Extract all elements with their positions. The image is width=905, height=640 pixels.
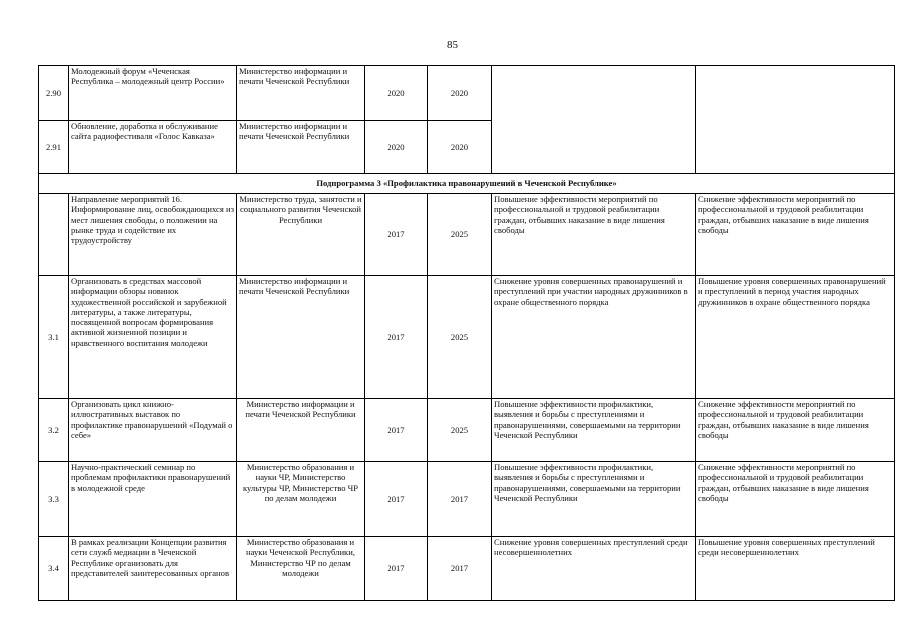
program-table	[38, 65, 895, 601]
executor-cell: Министерство информации и печати Чеченской Республики	[237, 276, 365, 399]
executor-cell: Министерство информации и печати Чеченской Республики	[237, 66, 365, 121]
start-year-cell: 2020	[365, 121, 428, 174]
consequence-cell: Снижение эффективности мероприятий по профессиональной и трудовой реабилитации граждан, отбывших наказание в виде лишения свободы	[696, 399, 895, 462]
end-year-cell: 2025	[428, 194, 492, 276]
event-cell: Организовать цикл книжно-иллюстративных выставок по профилактике правонарушений «Подумай о себе»	[69, 399, 237, 462]
executor-cell: Министерство труда, занятости и социального развития Чеченской Республики	[237, 194, 365, 276]
end-year-cell: 2020	[428, 121, 492, 174]
table-row-2-90	[39, 66, 895, 121]
row-number: 2.91	[39, 121, 69, 174]
executor-cell: Министерство образования и науки Чеченской Республики, Министерство ЧР по делам молодежи	[237, 537, 365, 601]
result-cell: Снижение уровня совершенных правонарушений и преступлений при участии народных дружинников в охране общественного порядка	[492, 276, 696, 399]
end-year-cell: 2017	[428, 462, 492, 537]
table-row-3-2	[39, 399, 895, 462]
section-row	[39, 174, 895, 194]
executor-cell: Министерство информации и печати Чеченской Республики	[237, 399, 365, 462]
end-year-cell: 2020	[428, 66, 492, 121]
row-number: 3.4	[39, 537, 69, 601]
consequence-cell: Повышение уровня совершенных преступлений среди несовершеннолетних	[696, 537, 895, 601]
start-year-cell: 2017	[365, 537, 428, 601]
row-number: 3.2	[39, 399, 69, 462]
row-number-empty	[39, 194, 69, 276]
table-row-3-1	[39, 276, 895, 399]
consequence-cell-empty	[696, 66, 895, 174]
row-number: 3.3	[39, 462, 69, 537]
consequence-cell: Повышение уровня совершенных правонарушений и преступлений в период участия народных дружинников в охране общественного порядка	[696, 276, 895, 399]
executor-cell: Министерство информации и печати Чеченской Республики	[237, 121, 365, 174]
start-year-cell: 2017	[365, 462, 428, 537]
start-year-cell: 2017	[365, 399, 428, 462]
row-number: 2.90	[39, 66, 69, 121]
result-cell: Повышение эффективности профилактики, выявления и борьбы с преступлениями и правонарушениями, совершаемыми на территории Чеченской Республики	[492, 399, 696, 462]
start-year-cell: 2017	[365, 276, 428, 399]
event-cell: Научно-практический семинар по проблемам профилактики правонарушений в молодежной среде	[69, 462, 237, 537]
end-year-cell: 2025	[428, 399, 492, 462]
result-cell: Повышение эффективности мероприятий по профессиональной и трудовой реабилитации граждан, отбывших наказание в виде лишения свободы	[492, 194, 696, 276]
table-row-direction	[39, 194, 895, 276]
result-cell-empty	[492, 66, 696, 174]
table-row-3-4	[39, 537, 895, 601]
row-number: 3.1	[39, 276, 69, 399]
event-cell: Направление мероприятий 16. Информирование лиц, освобождающихся из мест лишения свободы, о положении на рынке труда и содействие их трудоустройству	[69, 194, 237, 276]
consequence-cell: Снижение эффективности мероприятий по профессиональной и трудовой реабилитации граждан, отбывших наказание в виде лишения свободы	[696, 462, 895, 537]
consequence-cell: Снижение эффективности мероприятий по профессиональной и трудовой реабилитации граждан, отбывших наказание в виде лишения свободы	[696, 194, 895, 276]
result-cell: Повышение эффективности профилактики, выявления и борьбы с преступлениями и правонарушениями, совершаемыми на территории Чеченской Республики	[492, 462, 696, 537]
end-year-cell: 2017	[428, 537, 492, 601]
page-number: 85	[447, 39, 458, 51]
end-year-cell: 2025	[428, 276, 492, 399]
section-title: Подпрограмма 3 «Профилактика правонарушений в Чеченской Республике»	[39, 174, 895, 194]
table-row-3-3	[39, 462, 895, 537]
event-cell: В рамках реализации Концепции развития сети служб медиации в Чеченской Республике организовать для представителей заинтересованных органов	[69, 537, 237, 601]
event-cell: Организовать в средствах массовой информации обзоры новинок художественной российской и зарубежной литературы, а также литературы, посвященной вопросам формирования активной жизненной позиции и нравственного воспитания молодежи	[69, 276, 237, 399]
result-cell: Снижение уровня совершенных преступлений среди несовершеннолетних	[492, 537, 696, 601]
event-cell: Молодежный форум «Чеченская Республика – молодежный центр России»	[69, 66, 237, 121]
start-year-cell: 2020	[365, 66, 428, 121]
event-cell: Обновление, доработка и обслуживание сайта радиофестиваля «Голос Кавказа»	[69, 121, 237, 174]
start-year-cell: 2017	[365, 194, 428, 276]
executor-cell: Министерство образования и науки ЧР, Министерство культуры ЧР, Министерство ЧР по делам молодежи	[237, 462, 365, 537]
